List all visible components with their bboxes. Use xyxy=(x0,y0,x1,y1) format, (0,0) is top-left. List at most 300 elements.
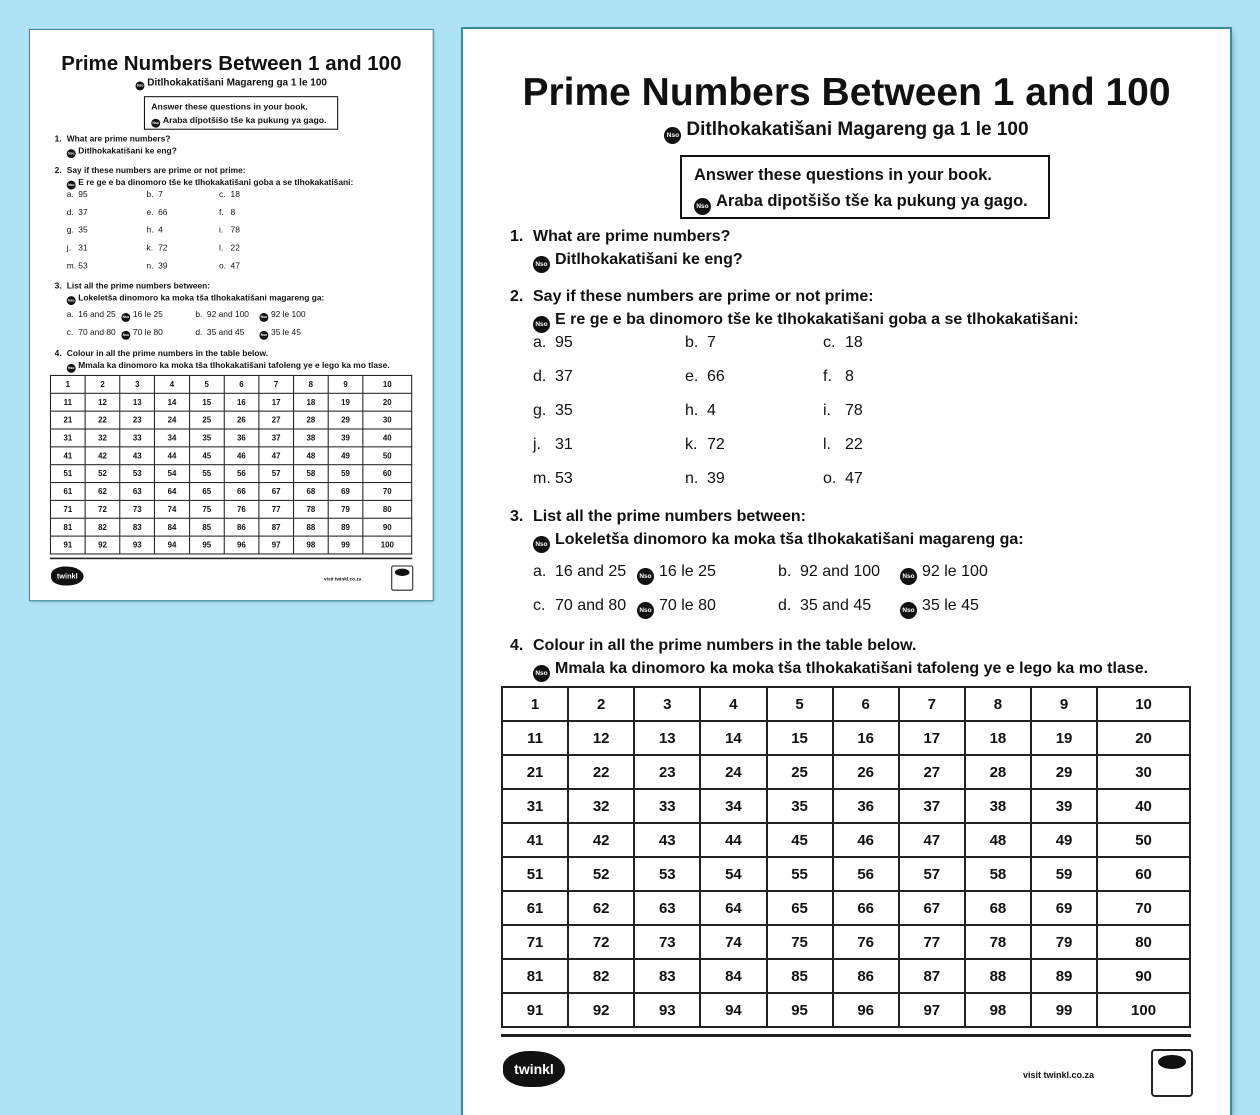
grid-cell: 42 xyxy=(568,823,634,857)
grid-cell: 36 xyxy=(833,789,899,823)
grid-cell: 46 xyxy=(224,447,259,465)
grid-cell: 93 xyxy=(634,993,700,1027)
item-letter: i. xyxy=(823,402,831,419)
item-letter: d. xyxy=(778,597,792,614)
instruction-en: Answer these questions in your book. xyxy=(694,166,992,184)
item-letter: j. xyxy=(533,436,541,453)
item-value: 22 xyxy=(230,243,240,253)
grid-cell: 77 xyxy=(259,500,294,518)
grid-cell: 60 xyxy=(1097,857,1190,891)
page-subtitle xyxy=(30,77,433,91)
grid-cell: 32 xyxy=(568,789,634,823)
grid-cell: 71 xyxy=(50,500,85,518)
language-badge-icon: Nso xyxy=(533,256,550,273)
item-value: 18 xyxy=(845,334,863,351)
grid-cell: 78 xyxy=(965,925,1031,959)
grid-cell: 34 xyxy=(700,789,766,823)
worksheet-preview xyxy=(463,29,1230,1115)
grid-cell: 65 xyxy=(189,483,224,501)
grid-cell: 88 xyxy=(965,959,1031,993)
grid-cell: 22 xyxy=(568,755,634,789)
item-value: 78 xyxy=(845,402,863,419)
question-text-en: List all the prime numbers between: xyxy=(533,508,806,525)
grid-cell: 9 xyxy=(328,375,363,393)
range-nso: Nso 35 le 45 xyxy=(259,328,300,340)
grid-cell: 8 xyxy=(293,375,328,393)
item-letter: m. xyxy=(533,470,551,487)
grid-cell: 56 xyxy=(833,857,899,891)
grid-cell: 80 xyxy=(1097,925,1190,959)
item-letter: k. xyxy=(685,436,698,453)
grid-cell: 1 xyxy=(502,687,568,721)
grid-cell: 26 xyxy=(224,411,259,429)
grid-cell: 2 xyxy=(568,687,634,721)
item-letter: a. xyxy=(66,190,74,200)
grid-cell: 76 xyxy=(833,925,899,959)
grid-cell: 72 xyxy=(568,925,634,959)
grid-row xyxy=(502,925,1190,959)
twinkl-logo: twinkl xyxy=(503,1051,565,1087)
grid-cell: 75 xyxy=(767,925,833,959)
language-badge-icon: Nso xyxy=(121,313,130,322)
grid-cell: 51 xyxy=(502,857,568,891)
grid-cell: 54 xyxy=(155,465,190,483)
range-en: 92 and 100 xyxy=(800,563,881,580)
grid-cell: 27 xyxy=(259,411,294,429)
grid-cell: 5 xyxy=(767,687,833,721)
grid-cell: 23 xyxy=(634,755,700,789)
grid-cell: 44 xyxy=(155,447,190,465)
language-badge-icon: Nso xyxy=(694,198,711,215)
language-badge-icon: Nso xyxy=(900,602,917,619)
grid-cell: 3 xyxy=(120,375,155,393)
item-letter: l. xyxy=(823,436,831,453)
question-number: 3. xyxy=(510,508,524,525)
grid-row xyxy=(50,447,411,465)
item-letter: b. xyxy=(195,310,203,320)
language-badge-icon: Nso xyxy=(151,119,160,128)
grid-cell: 45 xyxy=(189,447,224,465)
instructions-box xyxy=(144,96,338,130)
language-badge-icon: Nso xyxy=(259,331,268,340)
question-text-en: Say if these numbers are prime or not prime: xyxy=(66,165,246,175)
language-badge-icon: Nso xyxy=(533,536,550,553)
item-letter: a. xyxy=(66,310,74,320)
item-value: 47 xyxy=(230,261,240,271)
item-letter: i. xyxy=(218,225,224,235)
item-value: 95 xyxy=(78,190,88,200)
grid-cell: 68 xyxy=(293,483,328,501)
grid-cell: 87 xyxy=(899,959,965,993)
language-badge-icon: Nso xyxy=(900,568,917,585)
range-en: 35 and 45 xyxy=(206,328,245,338)
grid-row xyxy=(50,393,411,411)
grid-cell: 70 xyxy=(363,483,412,501)
item-value: 4 xyxy=(158,225,163,235)
item-value: 78 xyxy=(230,225,240,235)
grid-cell: 30 xyxy=(363,411,412,429)
item-letter: f. xyxy=(218,207,224,217)
grid-cell: 74 xyxy=(700,925,766,959)
item-value: 7 xyxy=(158,190,163,200)
grid-cell: 69 xyxy=(1031,891,1097,925)
question-text-nso: Nso Ditlhokakatišani ke eng? xyxy=(67,146,177,158)
page-subtitle xyxy=(463,118,1230,144)
item-letter: f. xyxy=(823,368,832,385)
language-badge-icon: Nso xyxy=(259,313,268,322)
question-text-en: What are prime numbers? xyxy=(66,134,171,144)
grid-cell: 31 xyxy=(502,789,568,823)
item-letter: e. xyxy=(685,368,699,385)
twinkl-logo: twinkl xyxy=(51,567,84,586)
grid-cell: 62 xyxy=(85,483,120,501)
grid-cell: 10 xyxy=(1097,687,1190,721)
question-text-en: What are prime numbers? xyxy=(533,228,731,245)
grid-cell: 45 xyxy=(767,823,833,857)
grid-row xyxy=(502,721,1190,755)
grid-cell: 89 xyxy=(328,518,363,536)
grid-cell: 43 xyxy=(120,447,155,465)
question-text-en: Colour in all the prime numbers in the table below. xyxy=(66,349,269,359)
item-value: 39 xyxy=(158,261,168,271)
grid-cell: 69 xyxy=(328,483,363,501)
language-badge-icon: Nso xyxy=(67,149,76,158)
grid-cell: 67 xyxy=(899,891,965,925)
item-value: 8 xyxy=(845,368,854,385)
grid-cell: 24 xyxy=(155,411,190,429)
grid-cell: 15 xyxy=(189,393,224,411)
item-letter: d. xyxy=(66,207,74,217)
grid-cell: 30 xyxy=(1097,755,1190,789)
grid-cell: 17 xyxy=(259,393,294,411)
grid-cell: 79 xyxy=(1031,925,1097,959)
item-value: 31 xyxy=(555,436,573,453)
item-value: 31 xyxy=(78,243,88,253)
item-letter: c. xyxy=(823,334,836,351)
grid-cell: 68 xyxy=(965,891,1031,925)
language-badge-icon: Nso xyxy=(67,296,76,305)
grid-cell: 38 xyxy=(293,429,328,447)
stamp-icon xyxy=(391,566,413,591)
range-nso: Nso 16 le 25 xyxy=(637,562,716,585)
page-title: Prime Numbers Between 1 and 100 xyxy=(61,52,402,75)
grid-cell: 14 xyxy=(700,721,766,755)
grid-cell: 20 xyxy=(1097,721,1190,755)
grid-cell: 29 xyxy=(1031,755,1097,789)
question-text-nso: Nso Lokeletša dinomoro ka moka tša tlhokakatišani magareng ga: xyxy=(533,530,1024,553)
grid-cell: 55 xyxy=(767,857,833,891)
grid-cell: 64 xyxy=(700,891,766,925)
grid-row xyxy=(50,429,411,447)
grid-cell: 95 xyxy=(767,993,833,1027)
grid-cell: 14 xyxy=(155,393,190,411)
grid-cell: 61 xyxy=(50,483,85,501)
question-text-nso: Nso Mmala ka dinomoro ka moka tša tlhokakatišani tafoleng ye e lego ka mo tlase. xyxy=(67,361,390,373)
grid-cell: 92 xyxy=(85,536,120,554)
item-letter: n. xyxy=(146,261,154,271)
range-nso: Nso 16 le 25 xyxy=(121,310,162,322)
item-value: 53 xyxy=(78,261,88,271)
item-value: 72 xyxy=(158,243,168,253)
grid-cell: 51 xyxy=(50,465,85,483)
grid-cell: 52 xyxy=(568,857,634,891)
grid-cell: 29 xyxy=(328,411,363,429)
item-value: 95 xyxy=(555,334,573,351)
grid-cell: 28 xyxy=(965,755,1031,789)
grid-cell: 77 xyxy=(899,925,965,959)
grid-cell: 26 xyxy=(833,755,899,789)
item-value: 39 xyxy=(707,470,725,487)
language-badge-icon: Nso xyxy=(664,127,681,144)
grid-cell: 31 xyxy=(50,429,85,447)
question-number: 1. xyxy=(54,134,62,144)
range-en: 16 and 25 xyxy=(78,310,116,320)
grid-cell: 7 xyxy=(259,375,294,393)
grid-cell: 62 xyxy=(568,891,634,925)
grid-cell: 9 xyxy=(1031,687,1097,721)
range-nso: Nso 35 le 45 xyxy=(900,596,979,619)
grid-cell: 66 xyxy=(224,483,259,501)
question-text-nso: Nso Mmala ka dinomoro ka moka tša tlhokakatišani tafoleng ye e lego ka mo tlase. xyxy=(533,659,1148,682)
range-nso: Nso 70 le 80 xyxy=(637,596,716,619)
question-text-nso: Nso E re ge e ba dinomoro tše ke tlhokakatišani goba a se tlhokakatišani: xyxy=(67,178,354,190)
grid-cell: 63 xyxy=(120,483,155,501)
language-badge-icon: Nso xyxy=(637,602,654,619)
question-text-en: Say if these numbers are prime or not prime: xyxy=(533,288,874,305)
grid-cell: 67 xyxy=(259,483,294,501)
grid-row xyxy=(502,823,1190,857)
grid-cell: 83 xyxy=(634,959,700,993)
grid-cell: 25 xyxy=(767,755,833,789)
grid-cell: 41 xyxy=(50,447,85,465)
grid-cell: 100 xyxy=(1097,993,1190,1027)
grid-cell: 94 xyxy=(700,993,766,1027)
number-grid xyxy=(50,375,412,555)
grid-cell: 49 xyxy=(1031,823,1097,857)
grid-cell: 81 xyxy=(50,518,85,536)
item-letter: g. xyxy=(66,225,74,235)
grid-cell: 48 xyxy=(293,447,328,465)
footer-link[interactable]: visit twinkl.co.za xyxy=(324,576,362,582)
grid-cell: 36 xyxy=(224,429,259,447)
grid-cell: 15 xyxy=(767,721,833,755)
grid-cell: 100 xyxy=(363,536,412,554)
language-badge-icon: Nso xyxy=(67,181,76,190)
grid-cell: 98 xyxy=(965,993,1031,1027)
grid-cell: 59 xyxy=(1031,857,1097,891)
item-letter: h. xyxy=(146,225,154,235)
item-value: 22 xyxy=(845,436,863,453)
grid-cell: 52 xyxy=(85,465,120,483)
grid-cell: 50 xyxy=(1097,823,1190,857)
item-value: 4 xyxy=(707,402,716,419)
range-nso: Nso 70 le 80 xyxy=(121,328,162,340)
grid-cell: 94 xyxy=(155,536,190,554)
grid-row xyxy=(502,857,1190,891)
grid-cell: 84 xyxy=(155,518,190,536)
grid-cell: 57 xyxy=(259,465,294,483)
grid-cell: 16 xyxy=(224,393,259,411)
question-text-nso: Nso Lokeletša dinomoro ka moka tša tlhokakatišani magareng ga: xyxy=(67,293,325,305)
grid-cell: 53 xyxy=(120,465,155,483)
grid-cell: 39 xyxy=(328,429,363,447)
grid-row xyxy=(50,465,411,483)
item-letter: c. xyxy=(533,597,546,614)
grid-cell: 34 xyxy=(155,429,190,447)
grid-cell: 48 xyxy=(965,823,1031,857)
grid-cell: 60 xyxy=(363,465,412,483)
grid-cell: 44 xyxy=(700,823,766,857)
grid-cell: 79 xyxy=(328,500,363,518)
grid-cell: 19 xyxy=(328,393,363,411)
instruction-en: Answer these questions in your book. xyxy=(151,101,308,112)
grid-row xyxy=(502,687,1190,721)
item-letter: b. xyxy=(778,563,792,580)
grid-cell: 85 xyxy=(767,959,833,993)
item-letter: l. xyxy=(218,243,224,253)
grid-cell: 33 xyxy=(120,429,155,447)
grid-row xyxy=(502,993,1190,1027)
grid-cell: 3 xyxy=(634,687,700,721)
grid-cell: 7 xyxy=(899,687,965,721)
grid-cell: 35 xyxy=(767,789,833,823)
grid-cell: 99 xyxy=(1031,993,1097,1027)
subtitle-text: Ditlhokakatišani Magareng ga 1 le 100 xyxy=(686,119,1029,140)
grid-cell: 78 xyxy=(293,500,328,518)
item-value: 35 xyxy=(555,402,573,419)
question-number: 4. xyxy=(54,349,62,359)
grid-cell: 85 xyxy=(189,518,224,536)
item-letter: o. xyxy=(823,470,837,487)
grid-cell: 40 xyxy=(1097,789,1190,823)
grid-cell: 64 xyxy=(155,483,190,501)
language-badge-icon: Nso xyxy=(136,81,145,90)
item-letter: o. xyxy=(218,261,227,271)
grid-cell: 87 xyxy=(259,518,294,536)
grid-cell: 81 xyxy=(502,959,568,993)
grid-row xyxy=(502,959,1190,993)
grid-cell: 21 xyxy=(502,755,568,789)
grid-cell: 11 xyxy=(502,721,568,755)
grid-cell: 66 xyxy=(833,891,899,925)
item-letter: c. xyxy=(66,328,74,338)
grid-cell: 61 xyxy=(502,891,568,925)
grid-cell: 90 xyxy=(1097,959,1190,993)
grid-cell: 38 xyxy=(965,789,1031,823)
item-value: 37 xyxy=(555,368,573,385)
question-text-nso: Nso E re ge e ba dinomoro tše ke tlhokakatišani goba a se tlhokakatišani: xyxy=(533,310,1079,333)
grid-cell: 98 xyxy=(293,536,328,554)
grid-cell: 84 xyxy=(700,959,766,993)
grid-cell: 72 xyxy=(85,500,120,518)
grid-cell: 11 xyxy=(50,393,85,411)
grid-cell: 65 xyxy=(767,891,833,925)
item-value: 66 xyxy=(158,207,168,217)
grid-cell: 89 xyxy=(1031,959,1097,993)
grid-cell: 71 xyxy=(502,925,568,959)
item-value: 53 xyxy=(555,470,573,487)
page-title: Prime Numbers Between 1 and 100 xyxy=(522,71,1171,114)
grid-row xyxy=(502,789,1190,823)
grid-cell: 49 xyxy=(328,447,363,465)
grid-row xyxy=(50,536,411,554)
grid-cell: 46 xyxy=(833,823,899,857)
grid-cell: 58 xyxy=(293,465,328,483)
instruction-nso: Nso Araba dipotšišo tše ka pukung ya gago. xyxy=(694,191,1028,215)
grid-row xyxy=(50,500,411,518)
item-letter: b. xyxy=(146,190,154,200)
grid-cell: 2 xyxy=(85,375,120,393)
grid-cell: 54 xyxy=(700,857,766,891)
item-letter: a. xyxy=(533,563,547,580)
grid-cell: 20 xyxy=(363,393,412,411)
grid-cell: 90 xyxy=(363,518,412,536)
grid-cell: 37 xyxy=(899,789,965,823)
footer-divider xyxy=(50,558,412,560)
grid-cell: 35 xyxy=(189,429,224,447)
language-badge-icon: Nso xyxy=(637,568,654,585)
grid-cell: 73 xyxy=(120,500,155,518)
grid-cell: 16 xyxy=(833,721,899,755)
grid-row xyxy=(502,891,1190,925)
item-value: 72 xyxy=(707,436,725,453)
grid-cell: 96 xyxy=(224,536,259,554)
grid-cell: 33 xyxy=(634,789,700,823)
grid-cell: 63 xyxy=(634,891,700,925)
range-en: 35 and 45 xyxy=(800,597,872,614)
item-value: 7 xyxy=(707,334,716,351)
grid-cell: 27 xyxy=(899,755,965,789)
grid-cell: 10 xyxy=(363,375,412,393)
worksheet-thumbnail xyxy=(30,30,433,600)
item-value: 66 xyxy=(707,368,725,385)
item-letter: h. xyxy=(685,402,699,419)
grid-cell: 92 xyxy=(568,993,634,1027)
grid-cell: 43 xyxy=(634,823,700,857)
subtitle-text: Ditlhokakatišani Magareng ga 1 le 100 xyxy=(147,77,327,89)
grid-cell: 4 xyxy=(700,687,766,721)
range-en: 70 and 80 xyxy=(555,597,627,614)
grid-cell: 13 xyxy=(634,721,700,755)
question-text-en: Colour in all the prime numbers in the table below. xyxy=(533,637,917,654)
grid-cell: 41 xyxy=(502,823,568,857)
grid-cell: 88 xyxy=(293,518,328,536)
question-number: 4. xyxy=(510,637,524,654)
range-nso: Nso 92 le 100 xyxy=(900,562,988,585)
grid-cell: 5 xyxy=(189,375,224,393)
grid-cell: 8 xyxy=(965,687,1031,721)
grid-cell: 42 xyxy=(85,447,120,465)
grid-cell: 97 xyxy=(259,536,294,554)
grid-cell: 82 xyxy=(85,518,120,536)
grid-cell: 56 xyxy=(224,465,259,483)
grid-cell: 83 xyxy=(120,518,155,536)
item-letter: j. xyxy=(66,243,71,253)
footer-link[interactable]: visit twinkl.co.za xyxy=(1023,1070,1095,1080)
grid-cell: 22 xyxy=(85,411,120,429)
grid-row xyxy=(50,411,411,429)
grid-cell: 53 xyxy=(634,857,700,891)
grid-cell: 21 xyxy=(50,411,85,429)
language-badge-icon: Nso xyxy=(121,331,130,340)
grid-cell: 17 xyxy=(899,721,965,755)
grid-cell: 6 xyxy=(833,687,899,721)
grid-cell: 4 xyxy=(155,375,190,393)
question-text-en: List all the prime numbers between: xyxy=(66,281,211,291)
grid-cell: 75 xyxy=(189,500,224,518)
grid-cell: 28 xyxy=(293,411,328,429)
item-value: 47 xyxy=(845,470,863,487)
